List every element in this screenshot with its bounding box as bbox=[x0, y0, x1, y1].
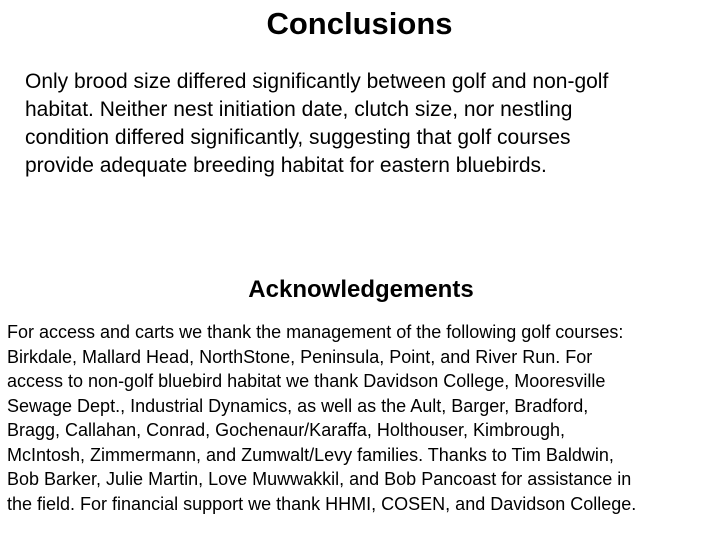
conclusions-line: Only brood size differed significantly between golf and non-golf bbox=[25, 70, 609, 93]
acknowledgements-line: Birkdale, Mallard Head, NorthStone, Peninsula, Point, and River Run. For bbox=[7, 346, 593, 367]
acknowledgements-line: the field. For financial support we thank HHMI, COSEN, and Davidson College. bbox=[7, 493, 637, 514]
conclusions-line: condition differed significantly, suggesting that golf courses bbox=[25, 126, 571, 149]
conclusions-paragraph bbox=[25, 68, 705, 180]
conclusions-line: habitat. Neither nest initiation date, clutch size, nor nestling bbox=[25, 98, 573, 121]
conclusions-line: provide adequate breeding habitat for eastern bluebirds. bbox=[25, 154, 547, 177]
acknowledgements-line: Bob Barker, Julie Martin, Love Muwwakkil, and Bob Pancoast for assistance in bbox=[7, 469, 632, 489]
acknowledgements-line: McIntosh, Zimmermann, and Zumwalt/Levy families. Thanks to Tim Baldwin, bbox=[7, 444, 614, 465]
acknowledgements-line: For access and carts we thank the management of the following golf courses: bbox=[7, 322, 624, 342]
acknowledgements-line: Bragg, Callahan, Conrad, Gochenaur/Karaffa, Holthouser, Kimbrough, bbox=[7, 420, 565, 440]
acknowledgements-line: access to non-golf bluebird habitat we thank Davidson College, Mooresville bbox=[7, 371, 606, 391]
acknowledgements-heading: Acknowledgements bbox=[248, 276, 474, 303]
acknowledgements-paragraph bbox=[7, 320, 719, 516]
conclusions-heading: Conclusions bbox=[266, 6, 453, 41]
acknowledgements-line: Sewage Dept., Industrial Dynamics, as well as the Ault, Barger, Bradford, bbox=[7, 395, 589, 416]
